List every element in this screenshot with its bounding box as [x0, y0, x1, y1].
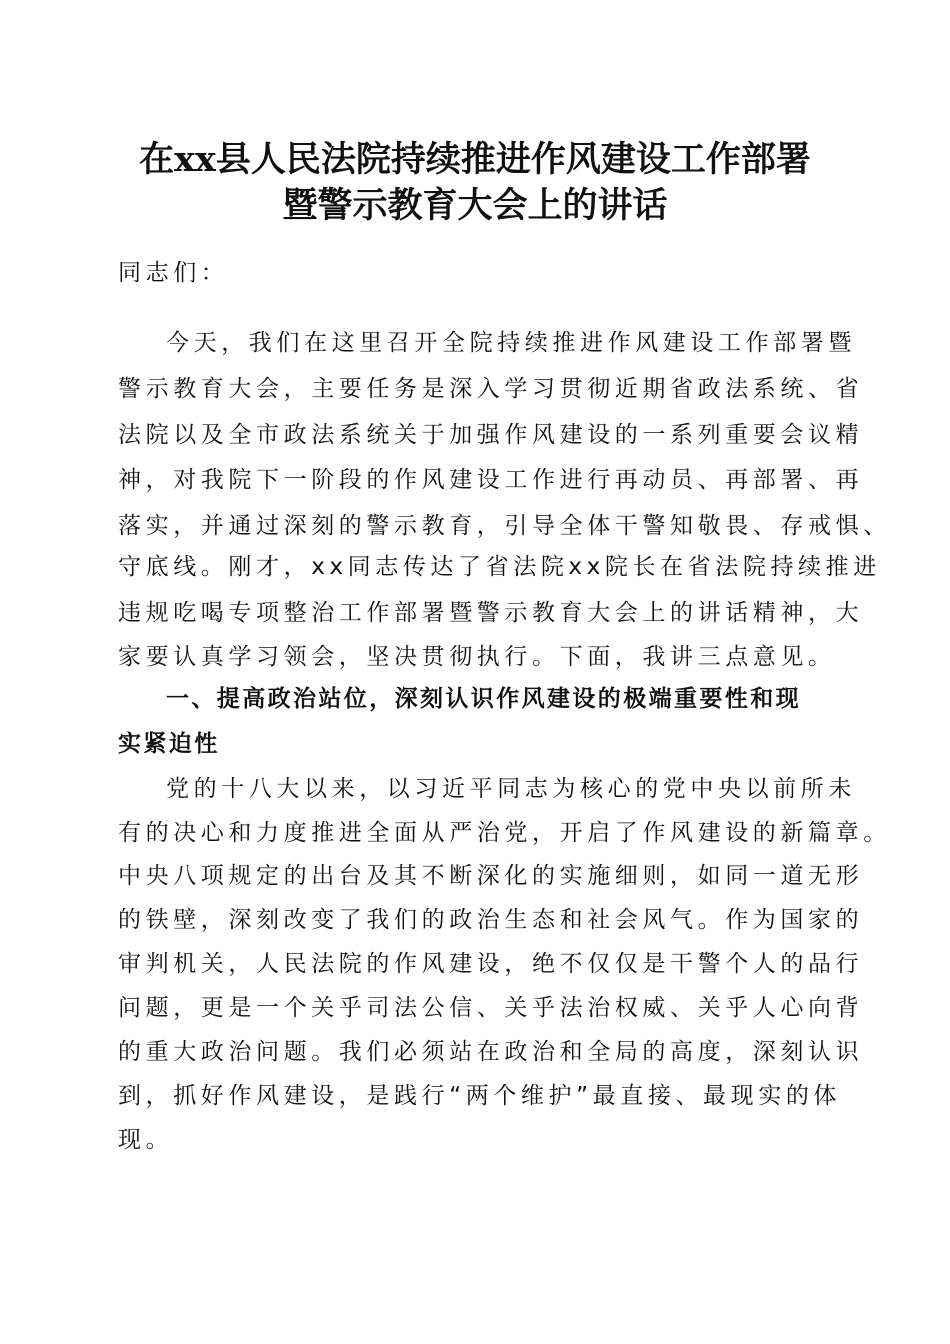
paragraph-2-line: 中央八项规定的出台及其不断深化的实施细则，如同一道无形: [118, 863, 864, 889]
paragraph-1-line: 神，对我院下一阶段的作风建设工作进行再动员、再部署、再: [118, 467, 864, 493]
paragraph-1-line: 警示教育大会，主要任务是深入学习贯彻近期省政法系统、省: [118, 376, 864, 402]
paragraph-1-line: 违规吃喝专项整治工作部署暨警示教育大会上的讲话精神，大: [118, 600, 864, 626]
document-title-line-2: 暨警示教育大会上的讲话: [282, 185, 668, 226]
document-title-line-1: 在xx县人民法院持续推进作风建设工作部署: [139, 139, 811, 180]
paragraph-1-line: 今天，我们在这里召开全院持续推进作风建设工作部署暨: [166, 330, 856, 356]
section-heading-1-line: 一、提高政治站位，深刻认识作风建设的极端重要性和现: [166, 686, 801, 712]
section-heading-1-line: 实紧迫性: [118, 731, 220, 757]
paragraph-2-line: 的铁壁，深刻改变了我们的政治生态和社会风气。作为国家的: [118, 907, 864, 933]
paragraph-2-line: 现。: [118, 1127, 174, 1153]
paragraph-2-line: 审判机关，人民法院的作风建设，绝不仅仅是干警个人的品行: [118, 951, 864, 977]
paragraph-2-line: 问题，更是一个关乎司法公信、关乎法治权威、关乎人心向背: [118, 995, 864, 1021]
paragraph-1-line: 法院以及全市政法系统关于加强作风建设的一系列重要会议精: [118, 422, 864, 448]
paragraph-2-line: 的重大政治问题。我们必须站在政治和全局的高度，深刻认识: [118, 1039, 864, 1065]
paragraph-1-line: 守底线。刚才，xx同志传达了省法院xx院长在省法院持续推进: [118, 554, 881, 580]
paragraph-2-line: 党的十八大以来，以习近平同志为核心的党中央以前所未: [166, 776, 856, 802]
paragraph-2-line: 到，抓好作风建设，是践行“两个维护”最直接、最现实的体: [118, 1083, 842, 1109]
paragraph-1-line: 家要认真学习领会，坚决贯彻执行。下面，我讲三点意见。: [118, 644, 836, 670]
salutation: 同志们：: [118, 260, 229, 286]
paragraph-2-line: 有的决心和力度推进全面从严治党，开启了作风建设的新篇章。: [118, 820, 891, 846]
paragraph-1-line: 落实，并通过深刻的警示教育，引导全体干警知敬畏、存戒惧、: [118, 513, 891, 539]
